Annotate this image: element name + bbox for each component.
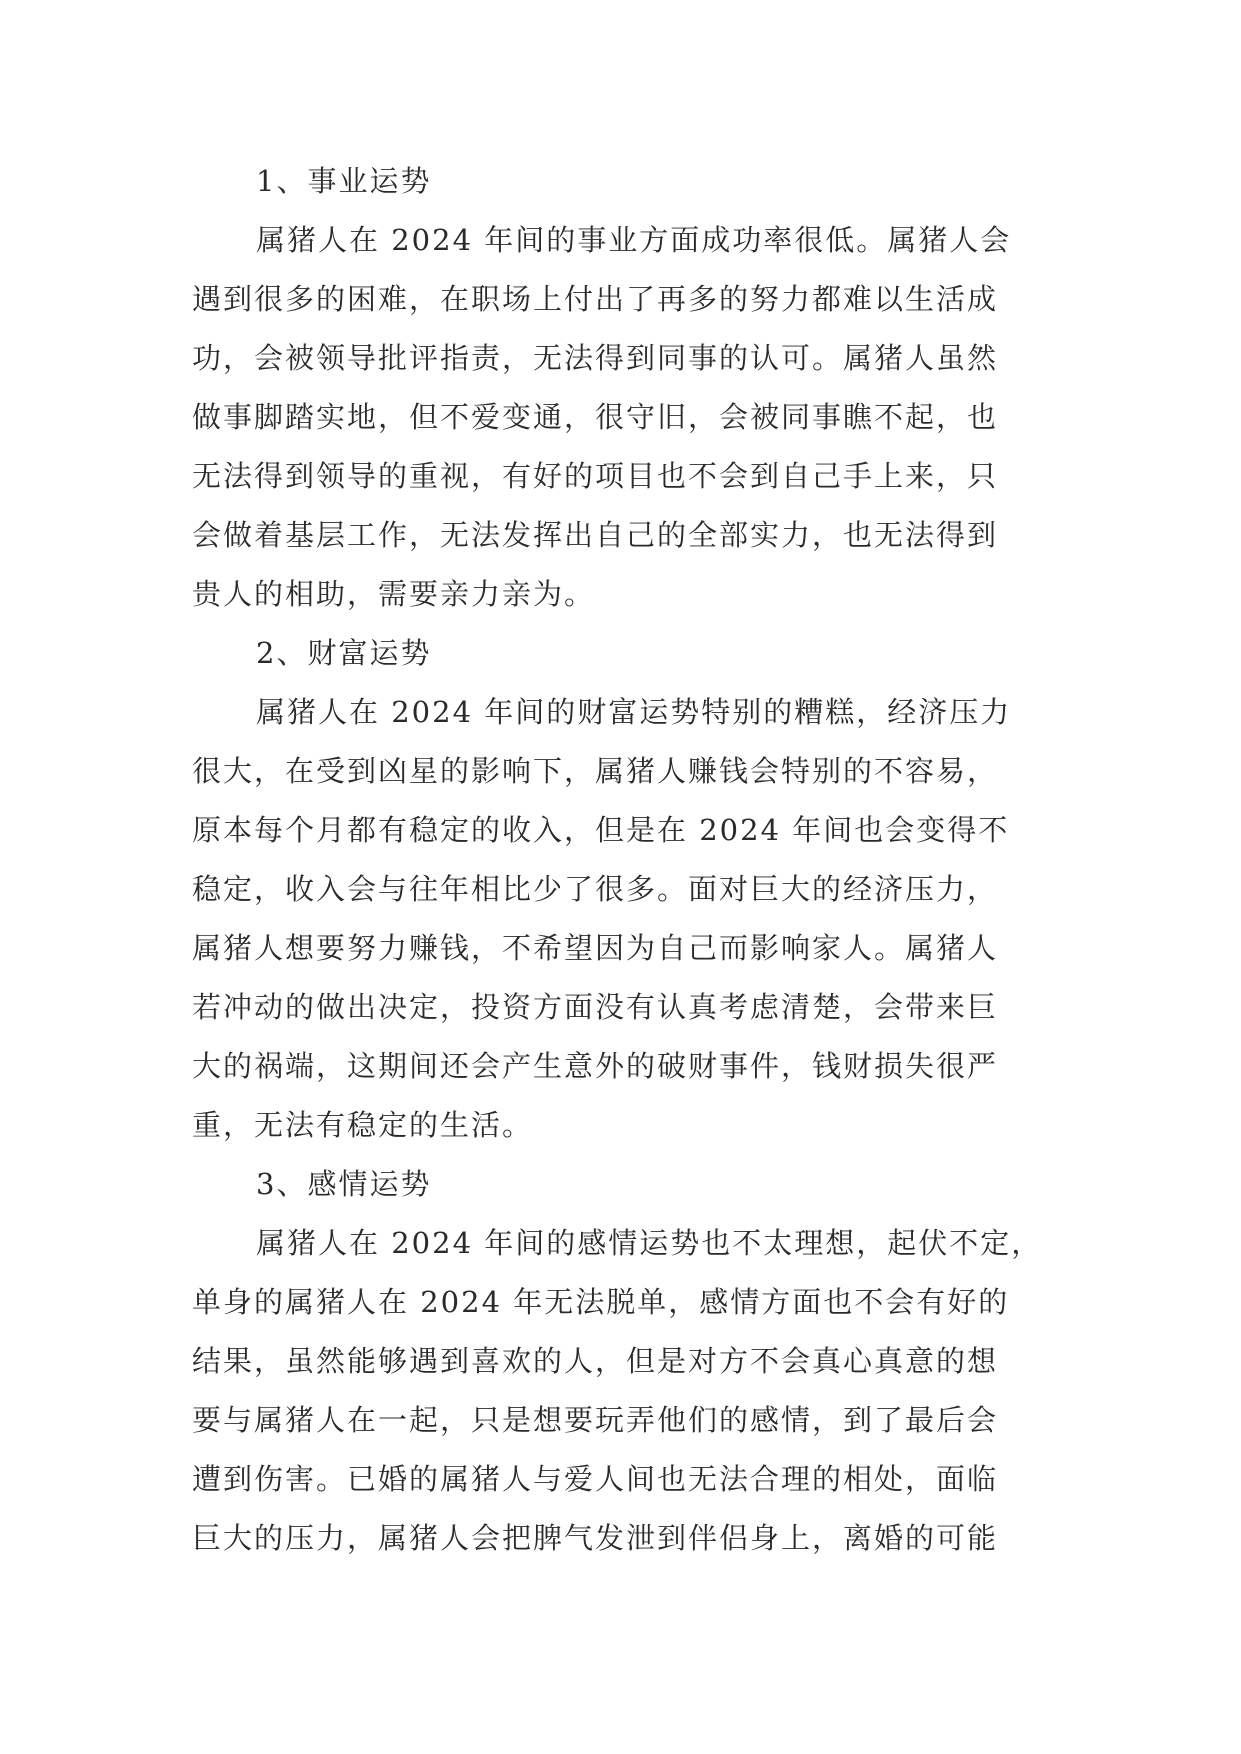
paragraph-line: 要与属猪人在一起，只是想要玩弄他们的感情，到了最后会 bbox=[192, 1403, 999, 1437]
paragraph-line: 巨大的压力，属猪人会把脾气发泄到伴侣身上，离婚的可能 bbox=[192, 1521, 999, 1555]
paragraph-line: 贵人的相助，需要亲力亲为。 bbox=[192, 577, 596, 611]
paragraph-line: 结果，虽然能够遇到喜欢的人，但是对方不会真心真意的想 bbox=[192, 1344, 999, 1378]
paragraph-line: 单身的属猪人在 2024 年无法脱单，感情方面也不会有好的 bbox=[192, 1285, 1010, 1319]
paragraph-line: 若冲动的做出决定，投资方面没有认真考虑清楚，会带来巨 bbox=[192, 990, 999, 1024]
paragraph-line: 属猪人在 2024 年间的财富运势特别的糟糕，经济压力 bbox=[256, 695, 1012, 729]
section-heading: 1、事业运势 bbox=[256, 164, 432, 198]
document-body bbox=[192, 152, 1060, 1568]
paragraph-line: 遇到很多的困难，在职场上付出了再多的努力都难以生活成 bbox=[192, 282, 999, 316]
paragraph-line: 大的祸端，这期间还会产生意外的破财事件，钱财损失很严 bbox=[192, 1049, 999, 1083]
section-heading: 2、财富运势 bbox=[256, 636, 432, 670]
paragraph-line: 重，无法有稳定的生活。 bbox=[192, 1108, 534, 1142]
paragraph-line: 遭到伤害。已婚的属猪人与爱人间也无法合理的相处，面临 bbox=[192, 1462, 999, 1496]
paragraph-line: 会做着基层工作，无法发挥出自己的全部实力，也无法得到 bbox=[192, 518, 999, 552]
paragraph-line: 属猪人在 2024 年间的感情运势也不太理想，起伏不定， bbox=[256, 1226, 1043, 1260]
paragraph-line: 功，会被领导批评指责，无法得到同事的认可。属猪人虽然 bbox=[192, 341, 999, 375]
paragraph-line: 属猪人想要努力赚钱，不希望因为自己而影响家人。属猪人 bbox=[192, 931, 999, 965]
section-heading: 3、感情运势 bbox=[256, 1167, 432, 1201]
paragraph-line: 做事脚踏实地，但不爱变通，很守旧，会被同事瞧不起，也 bbox=[192, 400, 999, 434]
paragraph-line: 稳定，收入会与往年相比少了很多。面对巨大的经济压力， bbox=[192, 872, 999, 906]
paragraph-line: 无法得到领导的重视，有好的项目也不会到自己手上来，只 bbox=[192, 459, 999, 493]
paragraph-line: 原本每个月都有稳定的收入，但是在 2024 年间也会变得不 bbox=[192, 813, 1010, 847]
paragraph-line: 属猪人在 2024 年间的事业方面成功率很低。属猪人会 bbox=[256, 223, 1012, 257]
paragraph-line: 很大，在受到凶星的影响下，属猪人赚钱会特别的不容易， bbox=[192, 754, 999, 788]
